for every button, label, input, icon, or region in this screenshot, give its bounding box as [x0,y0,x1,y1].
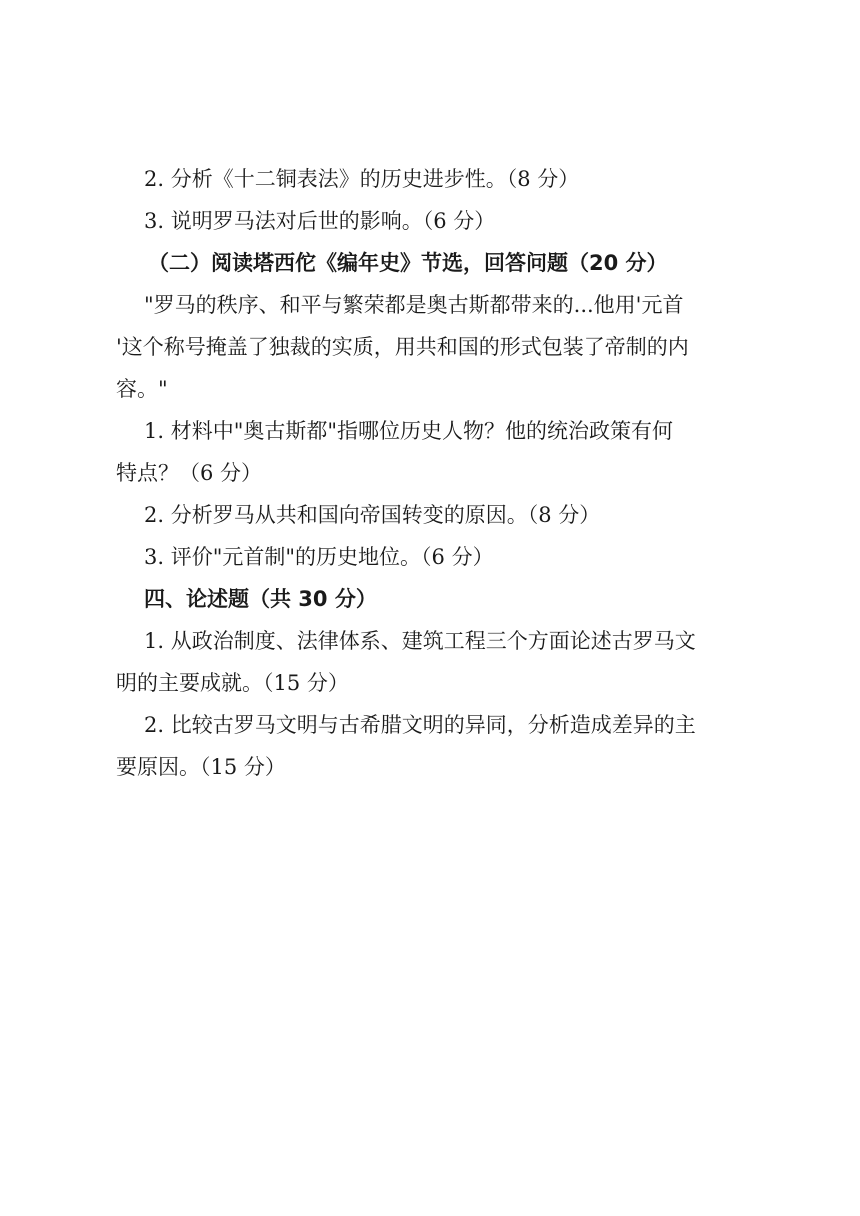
section-4-question-1-line-1: 1. 从政治制度、法律体系、建筑工程三个方面论述古罗马文 [144,629,696,653]
section-2-heading: （二）阅读塔西佗《编年史》节选，回答问题（20 分） [148,251,668,275]
section-4-question-1-line-2: 明的主要成就。（15 分） [116,671,349,695]
quote-line-2: '这个称号掩盖了独裁的实质，用共和国的形式包装了帝制的内 [116,335,689,359]
section-4-heading: 四、论述题（共 30 分） [144,587,377,611]
section-2-question-2: 2. 分析罗马从共和国向帝国转变的原因。（8 分） [144,503,601,527]
question-3-line: 3. 说明罗马法对后世的影响。（6 分） [144,209,496,233]
quote-line-3: 容。" [116,377,168,401]
question-2-line: 2. 分析《十二铜表法》的历史进步性。（8 分） [144,167,580,191]
section-2-question-1-line-2: 特点？（6 分） [116,461,263,485]
section-4-question-2-line-2: 要原因。（15 分） [116,755,286,779]
quote-line-1: "罗马的秩序、和平与繁荣都是奥古斯都带来的...他用'元首 [144,293,684,317]
document-content [116,158,756,788]
section-2-question-3: 3. 评价"元首制"的历史地位。（6 分） [144,545,494,569]
section-2-question-1-line-1: 1. 材料中"奥古斯都"指哪位历史人物？他的统治政策有何 [144,419,674,443]
section-4-question-2-line-1: 2. 比较古罗马文明与古希腊文明的异同，分析造成差异的主 [144,713,696,737]
